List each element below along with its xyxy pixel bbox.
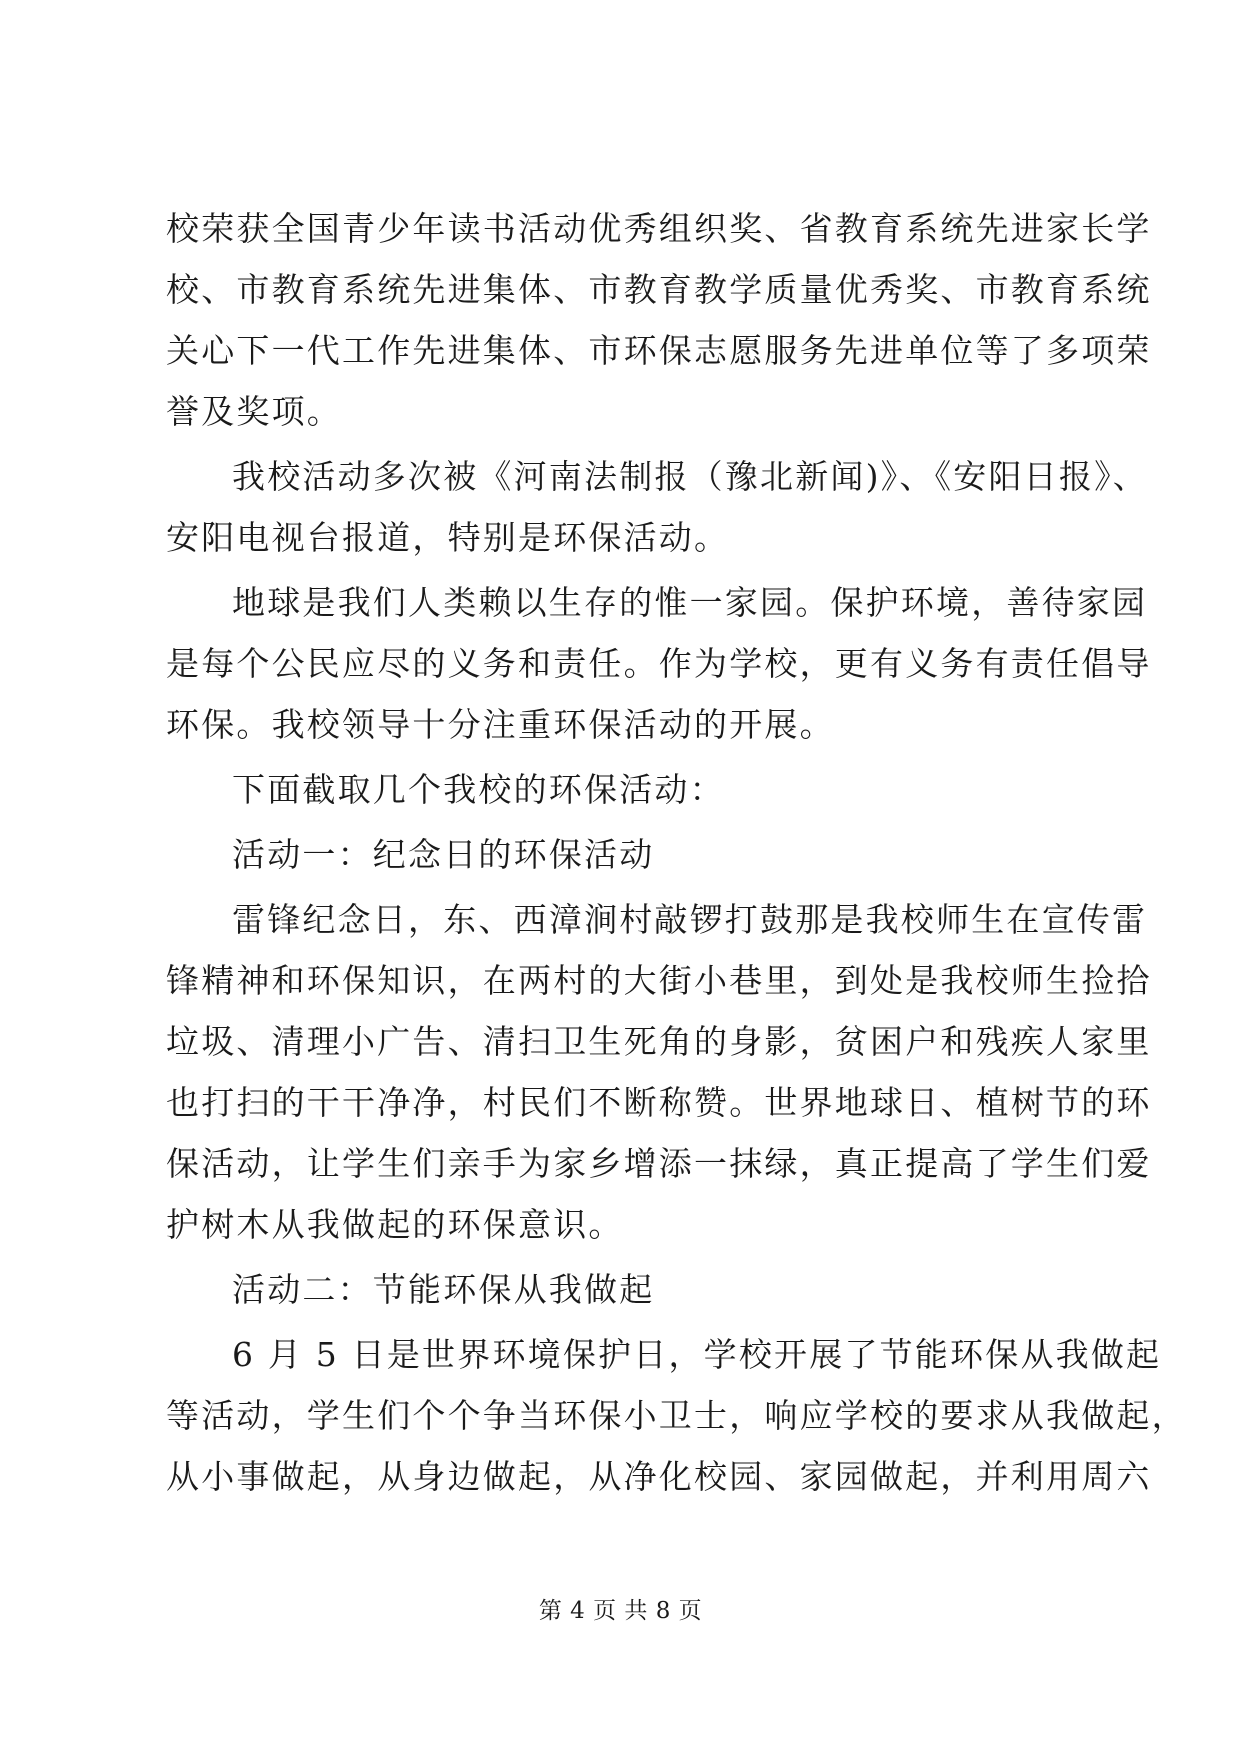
paragraph-line: 从小事做起，从身边做起，从净化校园、家园做起，并利用周六 xyxy=(166,1457,1152,1496)
paragraph-line: 校荣获全国青少年读书活动优秀组织奖、省教育系统先进家长学 xyxy=(166,209,1152,248)
paragraph-line: 是每个公民应尽的义务和责任。作为学校，更有义务有责任倡导 xyxy=(166,644,1152,683)
paragraph-line: 垃圾、清理小广告、清扫卫生死角的身影，贫困户和残疾人家里 xyxy=(166,1022,1152,1061)
paragraph-line: 6 月 5 日是世界环境保护日，学校开展了节能环保从我做起 xyxy=(232,1335,1162,1374)
paragraph-line: 雷锋纪念日，东、西漳涧村敲锣打鼓那是我校师生在宣传雷 xyxy=(232,900,1148,939)
paragraph-line: 也打扫的干干净净，村民们不断称赞。世界地球日、植树节的环 xyxy=(166,1083,1152,1122)
section-heading: 活动二：节能环保从我做起 xyxy=(232,1270,655,1309)
paragraph-line: 誉及奖项。 xyxy=(166,392,342,431)
paragraph-line: 护树木从我做起的环保意识。 xyxy=(166,1205,624,1244)
paragraph-line: 下面截取几个我校的环保活动： xyxy=(232,770,725,809)
paragraph-line: 校、市教育系统先进集体、市教育教学质量优秀奖、市教育系统 xyxy=(166,270,1152,309)
paragraph-line: 地球是我们人类赖以生存的惟一家园。保护环境，善待家园 xyxy=(232,583,1148,622)
paragraph-line: 锋精神和环保知识，在两村的大街小巷里，到处是我校师生捡拾 xyxy=(166,961,1152,1000)
page-number: 第 4 页 共 8 页 xyxy=(538,1598,703,1624)
paragraph-line: 安阳电视台报道，特别是环保活动。 xyxy=(166,518,730,557)
paragraph-line: 等活动，学生们个个争当环保小卫士，响应学校的要求从我做起， xyxy=(166,1396,1187,1435)
paragraph-line: 保活动，让学生们亲手为家乡增添一抹绿，真正提高了学生们爱 xyxy=(166,1144,1152,1183)
paragraph-line: 我校活动多次被《河南法制报（豫北新闻)》、《安阳日报》、 xyxy=(232,457,1148,496)
paragraph-line: 关心下一代工作先进集体、市环保志愿服务先进单位等了多项荣 xyxy=(166,331,1152,370)
paragraph-line: 环保。我校领导十分注重环保活动的开展。 xyxy=(166,705,835,744)
section-heading: 活动一：纪念日的环保活动 xyxy=(232,835,655,874)
